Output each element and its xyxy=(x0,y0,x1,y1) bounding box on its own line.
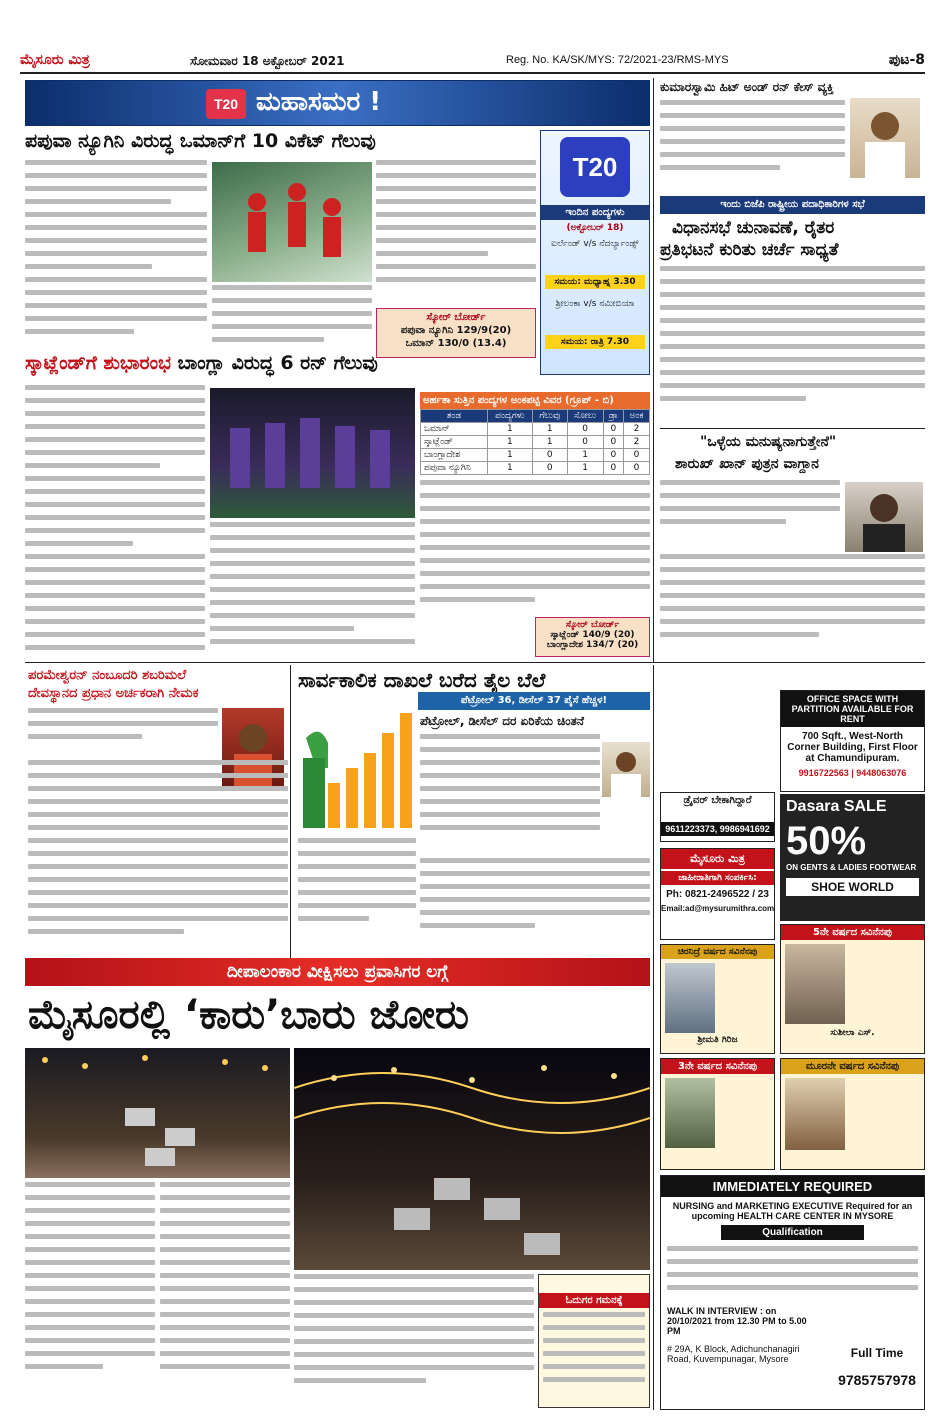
mitra-ad-logo: ಮೈಸೂರು ಮಿತ್ರ xyxy=(661,849,774,869)
dasara-ad-sub: ON GENTS & LADIES FOOTWEAR xyxy=(786,863,917,872)
obituary-3-photo xyxy=(665,1078,715,1148)
obituary-1-photo xyxy=(665,963,715,1033)
job-ad-details xyxy=(661,1240,924,1304)
scotland-body-col2 xyxy=(210,522,415,652)
table-cell: 1 xyxy=(532,436,567,449)
scotland-body-col3 xyxy=(420,480,650,615)
table-cell: 1 xyxy=(487,449,532,462)
points-header-5: ಅಂಕ xyxy=(623,410,649,423)
table-cell: ಸ್ಕಾಟ್ಲೆಂಡ್ xyxy=(421,436,488,449)
job-ad-walkin: WALK IN INTERVIEW : on 20/10/2021 from 12.30 PM to 5.00 PM xyxy=(667,1306,807,1336)
match-2-time: ಸಮಯ: ರಾತ್ರಿ 7.30 xyxy=(545,335,645,349)
shoe-world-name: SHOE WORLD xyxy=(786,878,919,896)
match-2: ಶ್ರೀಲಂಕಾ v/s ನಮೀಬಿಯಾ xyxy=(555,299,635,309)
obituary-4-photo xyxy=(785,1078,845,1150)
fuel-price-graphic xyxy=(298,698,413,833)
traffic-illustration-1 xyxy=(25,1048,290,1178)
job-ad-sub: NURSING and MARKETING EXECUTIVE Required for an upcoming HEALTH CARE CENTER IN MYSORE xyxy=(672,1201,913,1221)
readers-notice-box xyxy=(538,1274,650,1408)
page-number: ಪುಟ-8 xyxy=(888,52,925,68)
shahrukh-body xyxy=(660,554,925,659)
table-cell: 0 xyxy=(603,462,623,475)
table-cell: 1 xyxy=(487,462,532,475)
points-table-header xyxy=(421,410,650,423)
table-cell: 0 xyxy=(532,449,567,462)
todays-matches-box xyxy=(540,130,650,375)
priest-headline-2: ದೇವಸ್ಥಾನದ ಪ್ರಧಾನ ಅರ್ಚಕರಾಗಿ ನೇಮಕ xyxy=(28,686,199,701)
table-cell: 0 xyxy=(567,423,603,436)
fuel-body-col1 xyxy=(298,838,416,956)
scotland-team-photo xyxy=(210,388,415,518)
table-cell: 0 xyxy=(623,462,649,475)
minister-portrait xyxy=(602,742,650,797)
job-ad-address: # 29A, K Block, Adichunchanagiri Road, Kuvempunagar, Mysore xyxy=(667,1344,800,1364)
readers-notice-body xyxy=(539,1308,649,1394)
mysuru-body-col1 xyxy=(25,1182,155,1407)
mitra-advert-box xyxy=(660,848,775,940)
obituary-ad-4 xyxy=(780,1058,925,1170)
masthead xyxy=(20,52,925,74)
table-cell: 2 xyxy=(623,436,649,449)
table-row xyxy=(421,423,650,436)
aryan-portrait xyxy=(845,482,923,552)
newspaper-logo: ಮೈಸೂರು ಮಿತ್ರ xyxy=(20,52,90,68)
todays-matches-title: ಇಂದಿನ ಪಂದ್ಯಗಳು xyxy=(541,205,649,220)
match-1: ಐರ್ಲೆಂಡ್ v/s ನೆದರ್ಲ್ಯಾಂಡ್ಸ್ xyxy=(551,239,639,249)
points-table-body xyxy=(421,423,650,475)
registration-number: Reg. No. KA/SK/MYS: 72/2021-23/RMS-MYS xyxy=(506,54,729,66)
shahrukh-headline-2: ಶಾರುಖ್ ಖಾನ್ ಪುತ್ರನ ವಾಗ್ದಾನ xyxy=(675,456,819,472)
obituary-ad-1 xyxy=(660,944,775,1054)
mitra-ad-title: ಜಾಹೀರಾತಿಗಾಗಿ ಸಂಪರ್ಕಿಸಿ: xyxy=(661,871,774,885)
shahrukh-headline-1: "ಒಳ್ಳೆಯ ಮನುಷ್ಯನಾಗುತ್ತೇನೆ" xyxy=(700,434,837,450)
office-space-ad xyxy=(780,690,925,792)
oman-scoreboard xyxy=(376,308,536,358)
driver-wanted-ad xyxy=(660,792,775,842)
table-cell: 0 xyxy=(623,449,649,462)
shahrukh-body-top xyxy=(660,480,840,540)
match-1-time: ಸಮಯ: ಮಧ್ಯಾಹ್ನ 3.30 xyxy=(545,275,645,289)
fuel-pump-bars-illustration xyxy=(298,698,413,833)
bjp-headline-2: ಪ್ರತಿಭಟನೆ ಕುರಿತು ಚರ್ಚೆ ಸಾಧ್ಯತೆ xyxy=(660,240,839,260)
t20-badge: T20 xyxy=(206,89,246,119)
table-row xyxy=(421,436,650,449)
score-line-1: ಪಪುವಾ ನ್ಯೂಗಿನಿ 129/9(20) xyxy=(400,325,512,336)
mysuru-kicker: ದೀಪಾಲಂಕಾರ ವೀಕ್ಷಿಸಲು ಪ್ರವಾಸಿಗರ ಲಗ್ಗೆ xyxy=(25,958,650,986)
obituary-ad-2 xyxy=(780,924,925,1054)
bjp-body xyxy=(660,266,925,421)
table-cell: 0 xyxy=(567,436,603,449)
dasara-sale-ad xyxy=(780,794,925,921)
table-cell: ಒಮಾನ್ xyxy=(421,423,488,436)
fuel-kicker: ಪೆಟ್ರೋಲ್ 36, ಡೀಸೆಲ್ 37 ಪೈಸೆ ಹೆಚ್ಚಳ! xyxy=(418,692,650,710)
priest-headline-1: ಪರಮೇಶ್ವರನ್ ನಂಬೂದರಿ ಶಬರಿಮಲೆ xyxy=(28,668,187,683)
priest-body-top xyxy=(28,708,218,758)
priest-body xyxy=(28,760,288,955)
players-illustration xyxy=(212,162,372,282)
scotland-score-line-1: ಸ್ಕಾಟ್ಲೆಂಡ್ 140/9 (20) xyxy=(550,630,635,640)
table-cell: 0 xyxy=(603,436,623,449)
bjp-headline-1: ವಿಧಾನಸಭೆ ಚುನಾವಣೆ, ರೈತರ xyxy=(672,218,835,238)
mysuru-body-col3 xyxy=(294,1274,534,1408)
shahrukh-rule xyxy=(660,428,925,429)
oman-headline: ಪಪುವಾ ನ್ಯೂಗಿನಿ ವಿರುದ್ಧ ಒಮಾನ್‌ಗೆ 10 ವಿಕೆಟ್ ಗೆಲುವು xyxy=(25,130,376,152)
obituary-1-title: ಚಿರನಿದ್ರೆ ವರ್ಷದ ಸವಿನೆನಪು xyxy=(661,945,774,959)
minister-illustration xyxy=(602,742,650,797)
scotland-scoreboard xyxy=(535,617,650,657)
oman-celebration-photo xyxy=(212,162,372,282)
oman-body-col3 xyxy=(376,160,536,305)
scotland-players-illustration xyxy=(210,388,415,518)
mitra-ad-email: Email:ad@mysurumithra.com xyxy=(661,904,775,913)
scotland-headline-red: ಸ್ಕಾಟ್ಲೆಂಡ್‌ಗೆ ಶುಭಾರಂಭ xyxy=(25,352,171,374)
oman-body-col1 xyxy=(25,160,207,360)
points-header-0: ತಂಡ xyxy=(421,410,488,423)
table-cell: 0 xyxy=(603,449,623,462)
issue-date: ಸೋಮವಾರ 18 ಅಕ್ಟೋಬರ್ 2021 xyxy=(190,54,345,68)
points-header-1: ಪಂದ್ಯಗಳು xyxy=(487,410,532,423)
table-cell: ಪಪುವಾ ನ್ಯೂಗಿನಿ xyxy=(421,462,488,475)
points-table-box xyxy=(420,392,650,475)
points-header-4: ಡ್ರಾ xyxy=(603,410,623,423)
table-cell: 0 xyxy=(532,462,567,475)
scotland-body-col1 xyxy=(25,385,205,685)
table-cell: 1 xyxy=(487,423,532,436)
driver-ad-title: ಡ್ರೈವರ್ ಬೇಕಾಗಿದ್ದಾರೆ xyxy=(683,795,752,806)
politician-portrait xyxy=(850,98,920,178)
job-ad xyxy=(660,1175,925,1410)
job-ad-qualification: Qualification xyxy=(721,1225,864,1240)
table-cell: 0 xyxy=(603,423,623,436)
scotland-score-line-2: ಬಾಂಗ್ಲಾದೇಶ 134/7 (20) xyxy=(546,640,639,650)
obituary-2-photo xyxy=(785,944,845,1024)
mysuru-street-photo-2 xyxy=(294,1048,650,1270)
mitra-ad-phone: Ph: 0821-2496522 / 23 xyxy=(666,889,769,900)
aryan-illustration xyxy=(845,482,923,552)
dasara-ad-title: Dasara SALE xyxy=(786,798,887,815)
office-ad-title: OFFICE SPACE WITH PARTITION AVAILABLE FOR RENT xyxy=(781,691,924,727)
score-line-2: ಒಮಾನ್ 130/0 (13.4) xyxy=(405,338,507,349)
driver-ad-phone: 9611223373, 9986941692 xyxy=(661,822,774,836)
t20-banner xyxy=(25,80,650,126)
oman-body-col2 xyxy=(212,285,372,360)
table-cell: ಬಾಂಗ್ಲಾದೇಶ xyxy=(421,449,488,462)
obituary-1-name: ಶ್ರೀಮತಿ ಗಿರಿಜ xyxy=(697,1035,738,1045)
table-row xyxy=(421,462,650,475)
kumaraswamy-body xyxy=(660,100,845,190)
scotland-headline-main: ಬಾಂಗ್ಲಾ ವಿರುದ್ಧ 6 ರನ್ ಗೆಲುವು xyxy=(177,352,378,374)
office-ad-body: 700 Sqft., West-North Corner Building, First Floor at Chamundipuram. xyxy=(787,731,918,764)
fuel-subheadline: ಪೆಟ್ರೋಲ್, ಡೀಸೆಲ್ ದರ ಏರಿಕೆಯ ಚಿಂತನೆ xyxy=(420,714,585,728)
obituary-2-name: ಸುಶೀಲಾ ಎಸ್. xyxy=(830,1028,875,1038)
portrait-illustration xyxy=(850,98,920,178)
mysuru-headline: ಮೈಸೂರಲ್ಲಿ ‘ಕಾರು’ಬಾರು ಜೋರು xyxy=(28,992,469,1038)
job-ad-phone: 9785757978 xyxy=(838,1372,916,1388)
section-rule xyxy=(25,662,925,663)
ads-divider xyxy=(653,665,654,1410)
points-table-title: ಅರ್ಹತಾ ಸುತ್ತಿನ ಪಂದ್ಯಗಳ ಅಂಕಪಟ್ಟಿ ವಿವರ (ಗ್ರೂಪ್ - ಬಿ) xyxy=(420,392,650,409)
column-divider xyxy=(653,78,654,663)
fuel-sub-body xyxy=(420,734,600,854)
job-ad-contact-box xyxy=(833,1346,921,1388)
obituary-2-title: 5ನೇ ವರ್ಷದ ಸವಿನೆನಪು xyxy=(781,925,924,940)
bjp-kicker: ಇಂದು ಬಿಜೆಪಿ ರಾಷ್ಟ್ರೀಯ ಪದಾಧಿಕಾರಿಗಳ ಸಭೆ xyxy=(660,196,925,214)
scotland-headline xyxy=(25,352,378,374)
banner-title: ಮಹಾಸಮರ ! xyxy=(256,87,382,117)
table-cell: 1 xyxy=(567,449,603,462)
points-header-3: ಸೋಲು xyxy=(567,410,603,423)
table-cell: 1 xyxy=(532,423,567,436)
obituary-4-title: ಮೂರನೇ ವರ್ಷದ ಸವಿನೆನಪು xyxy=(781,1059,924,1074)
scotland-scoreboard-title: ಸ್ಕೋರ್ ಬೋರ್ಡ್ xyxy=(565,620,620,630)
table-cell: 2 xyxy=(623,423,649,436)
t20-logo: T20 xyxy=(560,137,630,197)
points-header-2: ಗೆಲುವು xyxy=(532,410,567,423)
fuel-headline: ಸಾರ್ವಕಾಲಿಕ ದಾಖಲೆ ಬರೆದ ತೈಲ ಬೆಲೆ xyxy=(298,668,546,692)
fuel-body-col2 xyxy=(420,858,650,956)
job-ad-title: IMMEDIATELY REQUIRED xyxy=(661,1176,924,1197)
mysuru-street-photo-1 xyxy=(25,1048,290,1178)
points-table xyxy=(420,409,650,475)
priest-divider xyxy=(290,665,291,960)
table-row xyxy=(421,449,650,462)
traffic-illustration-2 xyxy=(294,1048,650,1270)
mysuru-body-col2 xyxy=(160,1182,290,1407)
scoreboard-title: ಸ್ಕೋರ್ ಬೋರ್ಡ್ xyxy=(426,312,486,323)
obituary-3-title: 3ನೇ ವರ್ಷದ ಸವಿನೆನಪು xyxy=(661,1059,774,1074)
kumaraswamy-headline: ಕುಮಾರಸ್ವಾಮಿ ಹಿಟ್ ಅಂಡ್ ರನ್ ಕೇಸ್ ವ್ಯಕ್ತಿ xyxy=(660,80,834,94)
table-cell: 1 xyxy=(487,436,532,449)
dasara-ad-offer: 50% xyxy=(786,819,867,863)
office-ad-phone: 9916722563 | 9448063076 xyxy=(798,768,907,778)
todays-matches-date: (ಅಕ್ಟೋಬರ್ 18) xyxy=(566,223,624,233)
obituary-ad-3 xyxy=(660,1058,775,1170)
job-ad-type: Full Time xyxy=(850,1346,904,1360)
table-cell: 1 xyxy=(567,462,603,475)
readers-notice-title: ಓದುಗರ ಗಮನಕ್ಕೆ xyxy=(539,1293,649,1308)
